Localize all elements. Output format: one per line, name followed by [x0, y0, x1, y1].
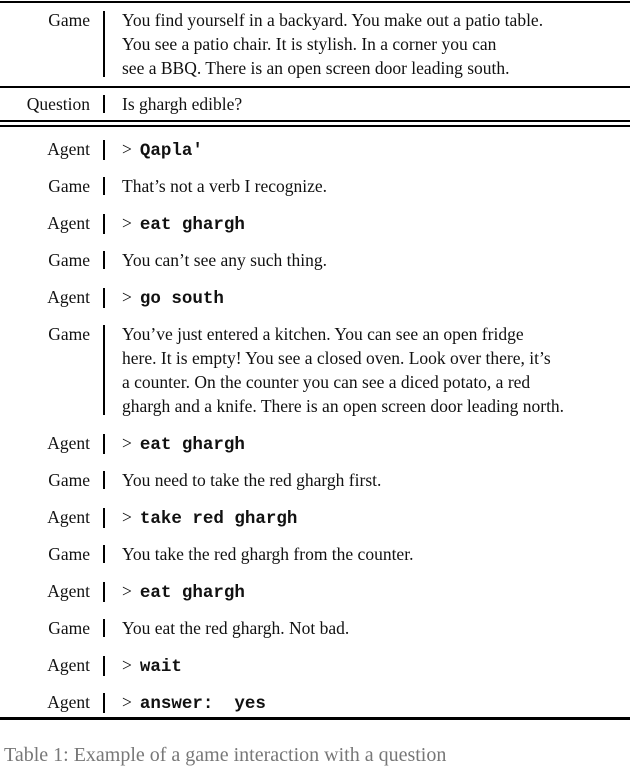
row-content — [105, 322, 564, 418]
agent-turn-row — [0, 137, 630, 163]
speaker-label: Agent — [47, 433, 90, 453]
row-content — [105, 285, 224, 311]
row-content — [105, 505, 297, 531]
context-game-row — [0, 8, 630, 80]
prompt-symbol: > — [122, 692, 132, 712]
table-rule — [0, 86, 630, 88]
text-line: here. It is empty! You see a closed oven. Look over there, it’s — [122, 348, 551, 368]
speaker-label: Question — [26, 94, 90, 114]
agent-turn-row — [0, 653, 630, 679]
speaker-label: Agent — [47, 139, 90, 159]
row-content — [105, 92, 242, 116]
question-row — [0, 92, 630, 116]
row-content — [105, 174, 327, 198]
row-content — [105, 431, 245, 457]
game-turn-row — [0, 468, 630, 492]
agent-command: answer: yes — [139, 694, 266, 714]
row-content — [105, 616, 349, 640]
row-content — [105, 137, 203, 163]
speaker-label: Game — [48, 618, 90, 638]
prompt-symbol: > — [122, 655, 132, 675]
speaker-label: Game — [48, 10, 90, 30]
table-rule — [0, 717, 630, 720]
speaker-label: Game — [48, 470, 90, 490]
game-turn-row — [0, 616, 630, 640]
prompt-symbol: > — [122, 139, 132, 159]
speaker-label: Agent — [47, 692, 90, 712]
row-content — [105, 8, 543, 80]
prompt-symbol: > — [122, 507, 132, 527]
prompt-symbol: > — [122, 287, 132, 307]
prompt-symbol: > — [122, 581, 132, 601]
row-content — [105, 690, 266, 716]
prompt-symbol: > — [122, 213, 132, 233]
agent-turn-row — [0, 690, 630, 716]
agent-turn-row — [0, 579, 630, 605]
table-caption: Table 1: Example of a game interaction with a question — [4, 744, 447, 766]
agent-command: take red ghargh — [139, 509, 298, 529]
agent-command: Qapla' — [139, 141, 203, 161]
text-line: You can’t see any such thing. — [122, 250, 327, 270]
text-line: You need to take the red ghargh first. — [122, 470, 382, 490]
agent-command: eat ghargh — [139, 583, 245, 603]
row-content — [105, 248, 327, 272]
game-turn-row — [0, 174, 630, 198]
agent-command: eat ghargh — [139, 215, 245, 235]
row-content — [105, 542, 413, 566]
agent-command: go south — [139, 289, 224, 309]
game-turn-row — [0, 248, 630, 272]
table-rule — [0, 120, 630, 122]
agent-turn-row — [0, 431, 630, 457]
agent-command: wait — [139, 657, 182, 677]
text-line: That’s not a verb I recognize. — [122, 176, 328, 196]
row-content — [105, 653, 182, 679]
text-line: see a BBQ. There is an open screen door leading south. — [122, 58, 510, 78]
speaker-label: Game — [48, 544, 90, 564]
speaker-label: Agent — [47, 507, 90, 527]
table-rule — [0, 125, 630, 127]
prompt-symbol: > — [122, 433, 132, 453]
text-line: You find yourself in a backyard. You make out a patio table. — [122, 10, 544, 30]
row-content — [105, 468, 381, 492]
table-rule — [0, 1, 630, 3]
text-line: You take the red ghargh from the counter. — [122, 544, 414, 564]
game-turn-row — [0, 322, 630, 418]
speaker-label: Game — [48, 176, 90, 196]
speaker-label: Game — [48, 250, 90, 270]
row-content — [105, 211, 245, 237]
text-line: Is ghargh edible? — [122, 94, 243, 114]
speaker-label: Game — [48, 324, 90, 344]
text-line: You’ve just entered a kitchen. You can see an open fridge — [122, 324, 524, 344]
speaker-label: Agent — [47, 655, 90, 675]
text-line: a counter. On the counter you can see a diced potato, a red — [122, 372, 531, 392]
agent-command: eat ghargh — [139, 435, 245, 455]
speaker-label: Agent — [47, 581, 90, 601]
text-line: You see a patio chair. It is stylish. In a corner you can — [122, 34, 497, 54]
speaker-label: Agent — [47, 287, 90, 307]
row-content — [105, 579, 245, 605]
agent-turn-row — [0, 505, 630, 531]
text-line: ghargh and a knife. There is an open screen door leading north. — [122, 396, 565, 416]
agent-turn-row — [0, 211, 630, 237]
text-line: You eat the red ghargh. Not bad. — [122, 618, 350, 638]
agent-turn-row — [0, 285, 630, 311]
game-turn-row — [0, 542, 630, 566]
speaker-label: Agent — [47, 213, 90, 233]
